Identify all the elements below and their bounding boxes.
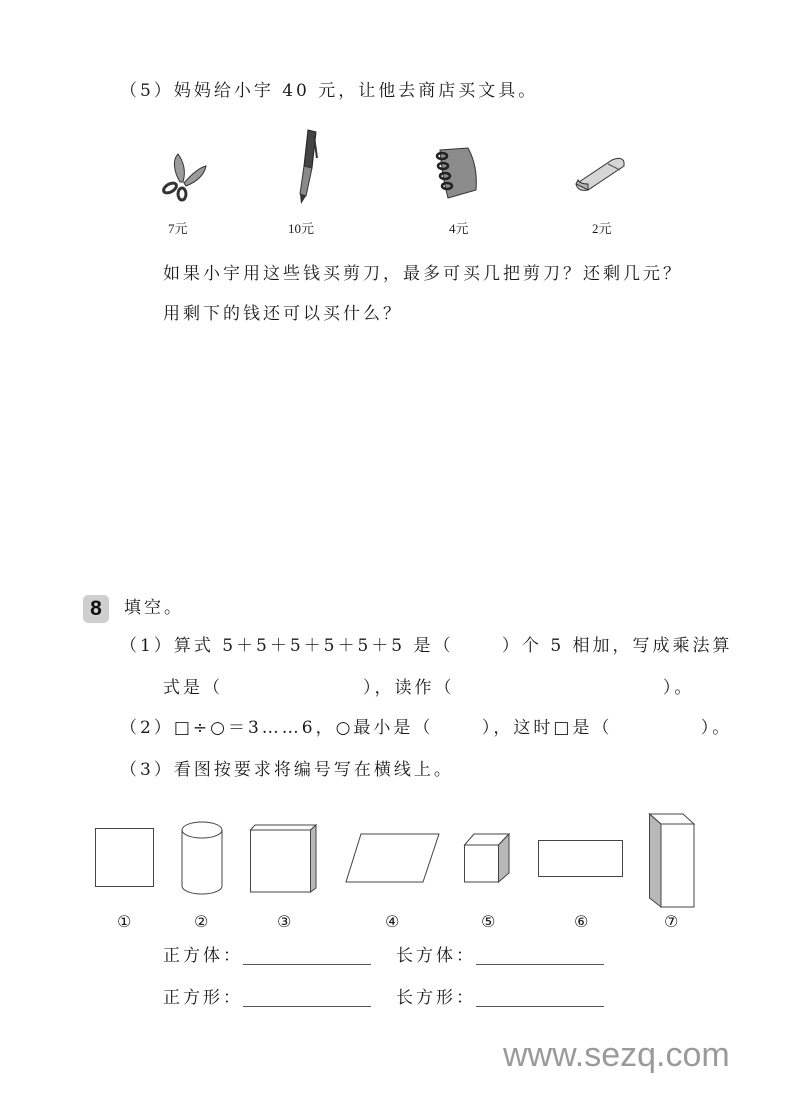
pen-price: 10元 (288, 221, 315, 236)
notebook-icon (434, 146, 484, 202)
cuboid-label: 长方体： (396, 946, 476, 966)
pen-icon (294, 128, 324, 204)
problem5-question-line2: 用剩下的钱还可以买什么？ (163, 304, 403, 324)
scissors-price: 7元 (168, 221, 188, 236)
notebook-price: 4元 (449, 221, 469, 236)
shape-label-2: ② (194, 912, 209, 931)
shape-label-1: ① (117, 912, 132, 931)
square-label: 正方形： (163, 988, 243, 1008)
problem5-question-line1: 如果小宇用这些钱买剪刀，最多可买几把剪刀？还剩几元？ (163, 264, 683, 284)
q2: （2）□÷○＝3……6，○最小是（ ），这时□是（ ）。 (120, 718, 733, 738)
rectangle-answer-row (396, 990, 604, 1007)
shape-label-4: ④ (385, 912, 400, 931)
parallelogram-shape (345, 833, 440, 883)
scissors-icon (160, 150, 210, 200)
square-answer-row (163, 990, 371, 1007)
shape-label-3: ③ (277, 912, 292, 931)
q3: （3）看图按要求将编号写在横线上。 (120, 760, 454, 780)
cylinder-shape (180, 820, 224, 898)
square-shape (95, 828, 155, 888)
shape-label-5: ⑤ (481, 912, 496, 931)
cuboid-answer-row (396, 948, 604, 965)
shape-label-7: ⑦ (664, 912, 679, 931)
cube-label: 正方体： (163, 946, 243, 966)
cube-answer-row (163, 948, 371, 965)
cuboid-tall-shape (649, 810, 695, 908)
cube-answer-blank[interactable] (243, 963, 371, 965)
q1-line2: 式是（ ），读作（ ）。 (163, 678, 695, 698)
eraser-price: 2元 (592, 221, 612, 236)
section8-title: 填空。 (124, 598, 184, 618)
watermark: www.sezq.com (503, 1036, 730, 1074)
rectangle-shape (538, 840, 624, 878)
cuboid-flat-shape (250, 824, 320, 894)
cube-shape (464, 833, 512, 883)
square-answer-blank[interactable] (243, 1005, 371, 1007)
shape-label-6: ⑥ (574, 912, 589, 931)
q1-line1: （1）算式 5＋5＋5＋5＋5＋5 是（ ）个 5 相加，写成乘法算 (120, 636, 733, 656)
rectangle-label: 长方形： (396, 988, 476, 1008)
rectangle-answer-blank[interactable] (476, 1005, 604, 1007)
cuboid-answer-blank[interactable] (476, 963, 604, 965)
eraser-icon (572, 154, 628, 194)
problem5-title: （5）妈妈给小宇 40 元，让他去商店买文具。 (120, 81, 539, 101)
section-number-badge: 8 (83, 595, 109, 623)
